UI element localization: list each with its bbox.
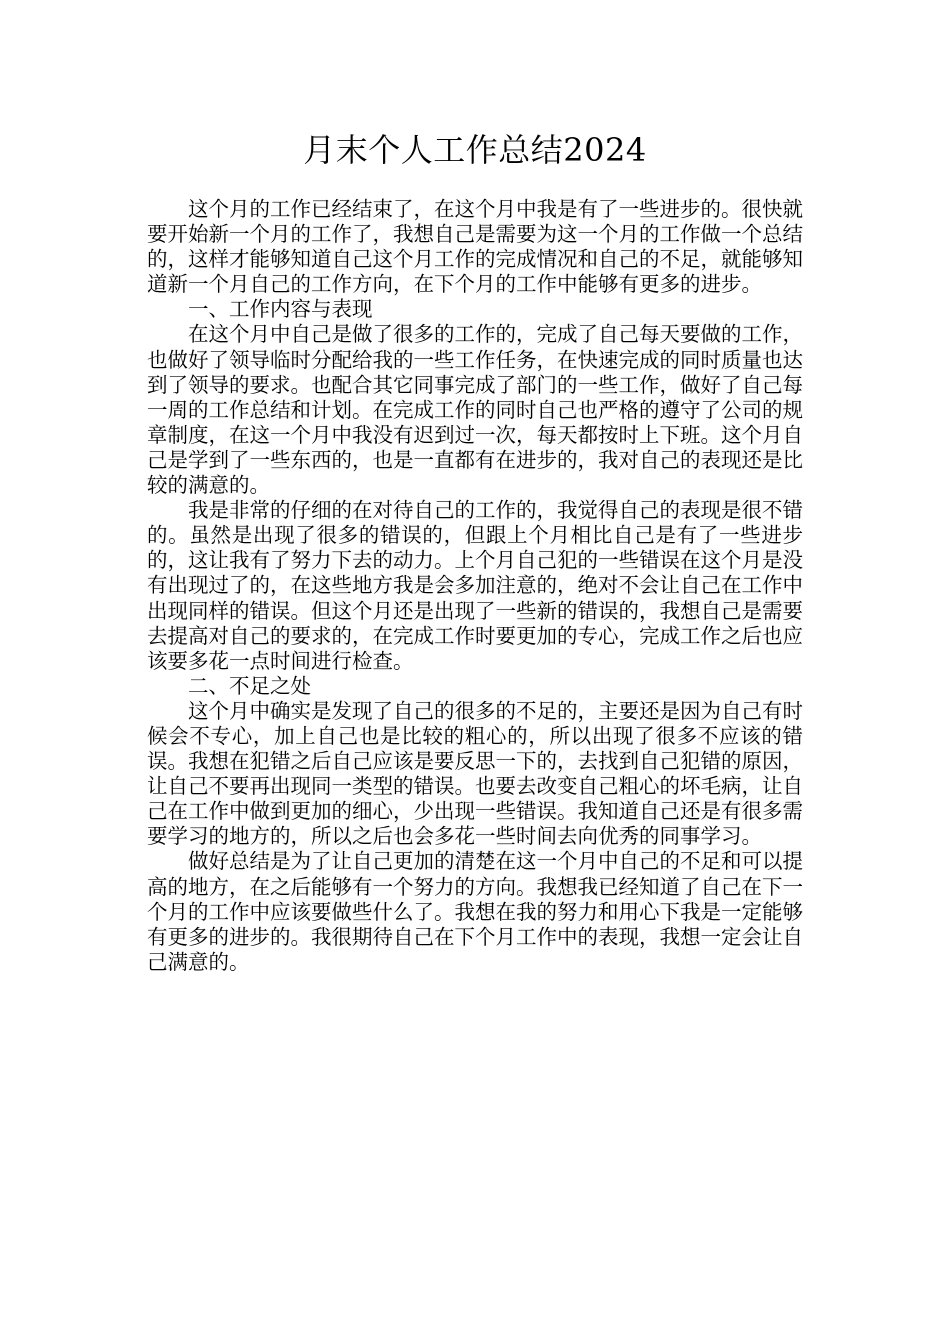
section-heading-shortcomings: 二、不足之处	[188, 673, 311, 698]
intro-paragraph: 这个月的工作已经结束了，在这个月中我是有了一些进步的。很快就要开始新一个月的工作了，我想自己是需要为这一个月的工作做一个总结的，这样才能够知道自己这个月工作的完成情况和自己的不足，就能够知道新一个月自己的工作方向，在下个月的工作中能够有更多的进步。	[147, 197, 803, 297]
section-heading-work-content: 一、工作内容与表现	[188, 297, 373, 322]
page-title: 月末个人工作总结2024	[303, 131, 647, 169]
shortcomings-paragraph: 这个月中确实是发现了自己的很多的不足的，主要还是因为自己有时候会不专心，加上自己也是比较的粗心的，所以出现了很多不应该的错误。我想在犯错之后自己应该是要反思一下的，去找到自己犯错的原因，让自己不要再出现同一类型的错误。也要去改变自己粗心的坏毛病，让自己在工作中做到更加的细心，少出现一些错误。我知道自己还是有很多需要学习的地方的，所以之后也会多花一些时间去向优秀的同事学习。	[147, 698, 803, 849]
conclusion-paragraph: 做好总结是为了让自己更加的清楚在这一个月中自己的不足和可以提高的地方，在之后能够有一个努力的方向。我想我已经知道了自己在下一个月的工作中应该要做些什么了。我想在我的努力和用心下我是一定能够有更多的进步的。我很期待自己在下个月工作中的表现，我想一定会让自己满意的。	[147, 849, 803, 974]
document-body	[147, 197, 803, 975]
work-content-paragraph-1: 在这个月中自己是做了很多的工作的，完成了自己每天要做的工作，也做好了领导临时分配给我的一些工作任务，在快速完成的同时质量也达到了领导的要求。也配合其它同事完成了部门的一些工作，做好了自己每一周的工作总结和计划。在完成工作的同时自己也严格的遵守了公司的规章制度，在这一个月中我没有迟到过一次，每天都按时上下班。这个月自己是学到了一些东西的，也是一直都有在进步的，我对自己的表现还是比较的满意的。	[147, 322, 803, 498]
work-content-paragraph-2: 我是非常的仔细的在对待自己的工作的，我觉得自己的表现是很不错的。虽然是出现了很多的错误的，但跟上个月相比自己是有了一些进步的，这让我有了努力下去的动力。上个月自己犯的一些错误在这个月是没有出现过了的，在这些地方我是会多加注意的，绝对不会让自己在工作中出现同样的错误。但这个月还是出现了一些新的错误的，我想自己是需要去提高对自己的要求的，在完成工作时要更加的专心，完成工作之后也应该要多花一点时间进行检查。	[147, 498, 803, 673]
